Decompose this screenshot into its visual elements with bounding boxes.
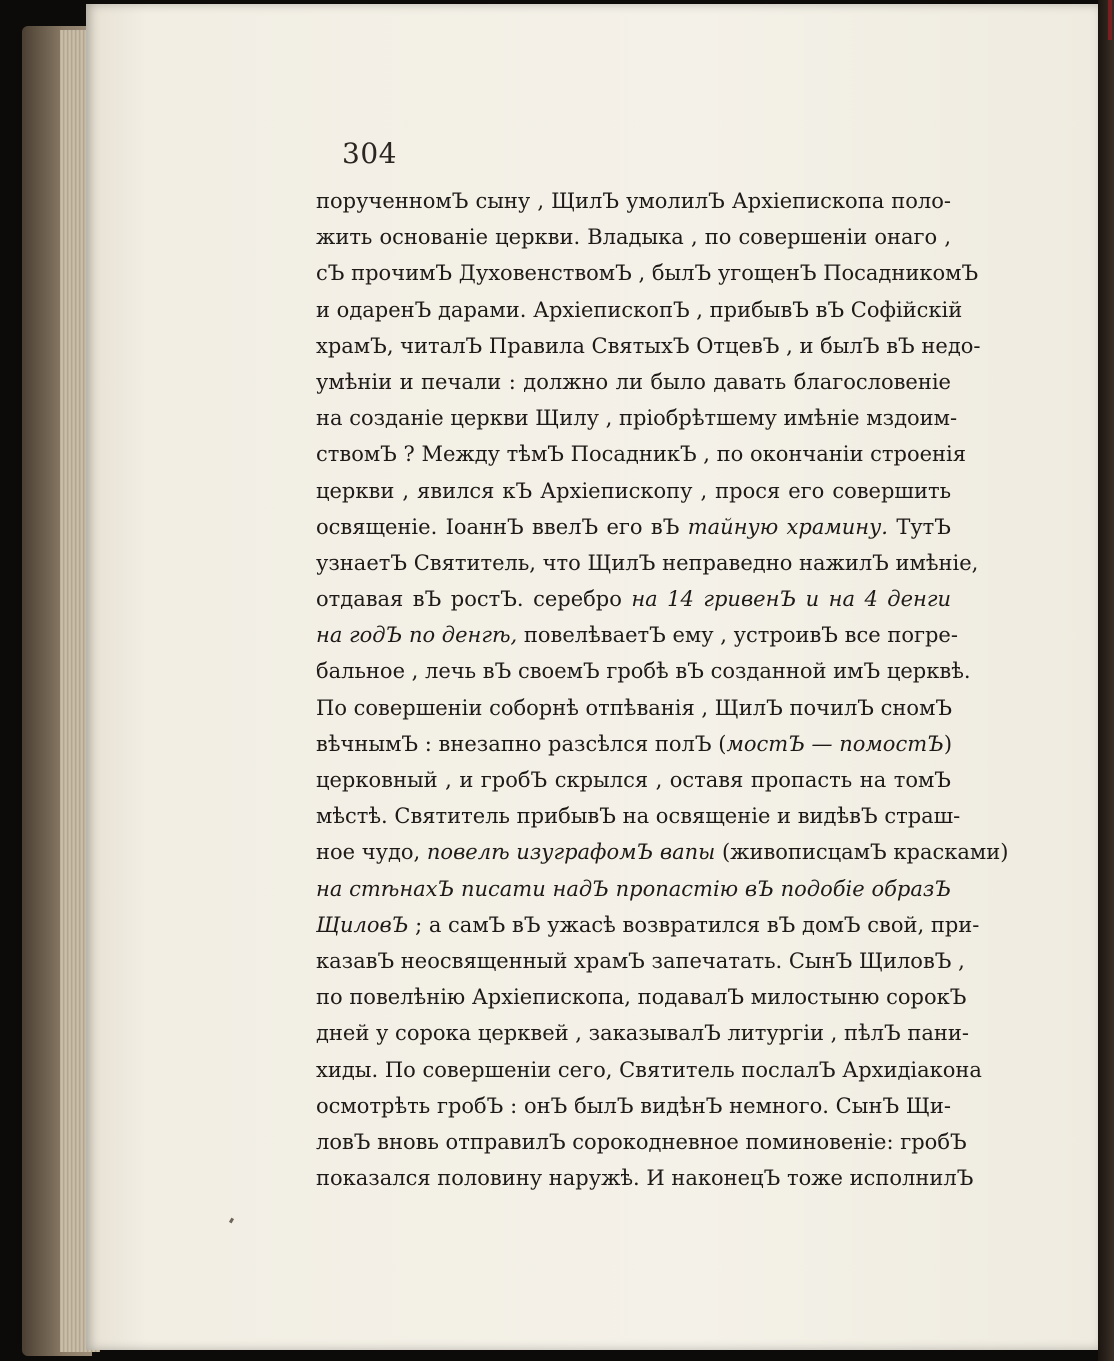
text-segment: отдавая вЪ ростЪ. серебро (316, 587, 632, 612)
text-line (316, 219, 951, 255)
text-segment: осмотрѣть гробЪ : онЪ былЪ видѣнЪ немного. СынЪ Щи- (316, 1093, 951, 1118)
text-segment: вѣчнымЪ : внезапно разсѣлся полЪ ( (316, 731, 727, 756)
text-segment: жить основаніе церкви. Владыка , по совершеніи онаго , (316, 225, 951, 250)
text-segment: сЪ прочимЪ ДуховенствомЪ , былЪ угощенЪ ПосадникомЪ (316, 261, 979, 286)
text-line (316, 1015, 969, 1051)
text-segment: ТутЪ (887, 514, 951, 539)
text-line (316, 617, 958, 653)
text-line (316, 798, 961, 834)
italic-text: ЩиловЪ (316, 912, 409, 937)
italic-text: тайную храмину. (687, 514, 888, 539)
text-line (316, 979, 967, 1015)
text-segment: дней у сорока церквей , заказывалЪ литургіи , пѣлЪ пани- (316, 1021, 969, 1046)
text-line (316, 726, 951, 762)
text-segment: умѣніи и печали : должно ли было давать благословеніе (316, 369, 951, 394)
text-segment: ное чудо, (316, 840, 427, 865)
text-segment: (живописцамЪ красками) (715, 840, 1009, 865)
text-line (316, 907, 980, 943)
italic-text: мостЪ — помостЪ (726, 731, 944, 756)
text-line (316, 762, 951, 798)
text-line (316, 690, 951, 726)
text-segment: мѣстѣ. Святитель прибывЪ на освященіе и видѣвЪ страш- (316, 804, 961, 829)
text-segment: храмЪ, читалЪ Правила СвятыхЪ ОтцевЪ , и былЪ вЪ недо- (316, 333, 981, 358)
text-line (316, 1160, 974, 1196)
text-segment: бальное , лечь вЪ своемЪ гробѣ вЪ созданной имЪ церквѣ. (316, 659, 971, 684)
italic-text: повелѣ изуграфомЪ вапы (426, 840, 716, 865)
text-line (316, 292, 963, 328)
italic-text: на 14 гривенЪ и на 4 денги (631, 587, 951, 612)
text-segment: порученномЪ сыну , ЩилЪ умолилЪ Архіепископа поло- (316, 189, 951, 213)
text-segment: ловЪ вновь отправилЪ сорокодневное поминовеніе: гробЪ (316, 1129, 967, 1154)
text-segment: ствомЪ ? Между тѣмЪ ПосадникЪ , по окончаніи строенія (316, 442, 967, 467)
text-segment: хиды. По совершеніи сего, Святитель послалЪ Архидіакона (316, 1057, 982, 1082)
text-segment: По совершеніи соборнѣ отпѣванія , ЩилЪ почилЪ сномЪ (316, 695, 953, 720)
text-line (316, 581, 951, 617)
text-line (316, 871, 951, 907)
text-line (316, 364, 951, 400)
text-line (316, 509, 951, 545)
italic-text: на годЪ по денгѣ, (316, 623, 518, 648)
text-segment: на созданіе церкви Щилу , пріобрѣтшему имѣніе мздоим- (316, 406, 958, 431)
text-line (316, 1088, 951, 1124)
text-segment: ) (943, 731, 953, 756)
text-segment: узнаетЪ Святитель, что ЩилЪ неправедно нажилЪ имѣніе, (316, 550, 979, 575)
text-line (316, 436, 967, 472)
text-segment: повелѣваетЪ ему , устроивЪ все погре- (517, 623, 958, 648)
text-line (316, 183, 951, 219)
italic-text: на стѣнахЪ писати надЪ пропастію вЪ подобіе образЪ (316, 876, 951, 901)
text-segment: и одаренЪ дарами. АрхіепископЪ , прибывЪ вЪ Софійскій (316, 297, 963, 322)
text-line (316, 943, 965, 979)
page-number: 304 (342, 137, 397, 170)
text-segment: по повелѣнію Архіепископа, подавалЪ милостыню сорокЪ (316, 985, 967, 1010)
text-line (316, 255, 979, 291)
text-segment: казавЪ неосвященный храмЪ запечатать. СынЪ ЩиловЪ , (316, 948, 965, 973)
text-line (316, 834, 1009, 870)
text-line (316, 400, 958, 436)
text-line (316, 545, 979, 581)
text-line (316, 328, 981, 364)
text-segment: освященіе. ІоаннЪ ввелЪ его вЪ (316, 514, 688, 539)
text-segment: церкви , явился кЪ Архіепископу , прося его совершить (316, 478, 951, 503)
text-line (316, 1124, 967, 1160)
text-line (316, 473, 951, 509)
text-segment: ; а самЪ вЪ ужасѣ возвратился вЪ домЪ свой, при- (408, 912, 980, 937)
body-text (316, 183, 1009, 1196)
text-line (316, 1052, 982, 1088)
book-right-edge (1098, 0, 1114, 1361)
text-line (316, 653, 971, 689)
text-segment: показался половину наружѣ. И наконецЪ тоже исполнилЪ (316, 1166, 974, 1191)
text-segment: церковный , и гробЪ скрылся , оставя пропасть на томЪ (316, 768, 951, 792)
